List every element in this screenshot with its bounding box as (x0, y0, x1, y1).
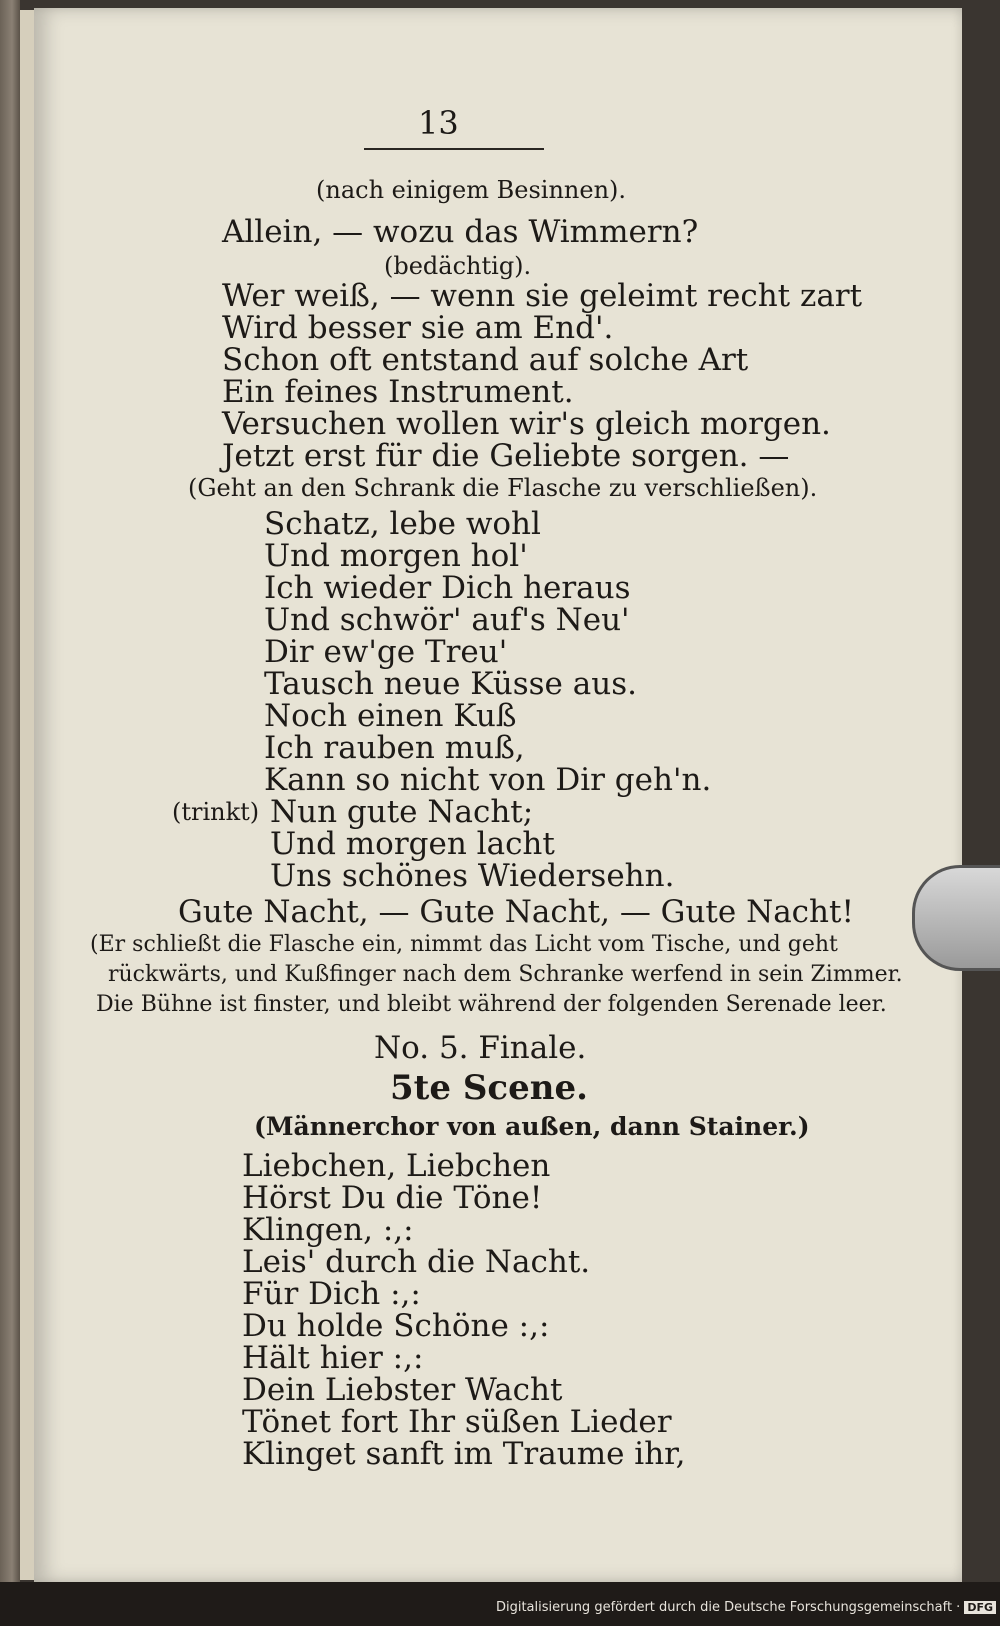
verse-line: Ein feines Instrument. (222, 374, 574, 410)
verse-line: Ich rauben muß, (264, 730, 525, 766)
book-spine (0, 0, 20, 1626)
verse-line: Du holde Schöne :,: (242, 1308, 550, 1344)
verse-line: Und morgen lacht (270, 826, 555, 862)
verse-line: Liebchen, Liebchen (242, 1148, 551, 1184)
stage-direction: (Geht an den Schrank die Flasche zu verschließen). (188, 474, 818, 502)
verse-line: Noch einen Kuß (264, 698, 517, 734)
dfg-logo: DFG (964, 1601, 996, 1614)
verse-line: Tönet fort Ihr süßen Lieder (242, 1404, 672, 1440)
verse-line: Uns schönes Wiedersehn. (270, 858, 675, 894)
verse-line: Wird besser sie am End'. (222, 310, 614, 346)
verse-line: Dir ew'ge Treu' (264, 634, 508, 670)
page-tab-marker (912, 865, 1000, 971)
verse-line: Kann so nicht von Dir geh'n. (264, 762, 712, 798)
page-number: 13 (418, 104, 459, 142)
stage-direction: (nach einigem Besinnen). (316, 176, 627, 204)
verse-line: Und schwör' auf's Neu' (264, 602, 630, 638)
facing-page-edge (20, 10, 35, 1580)
credit-text: Digitalisierung gefördert durch die Deutsche Forschungsgemeinschaft · (495, 1600, 961, 1615)
verse-line: Leis' durch die Nacht. (242, 1244, 591, 1280)
verse-line: Wer weiß, — wenn sie geleimt recht zart (222, 278, 863, 314)
stage-direction: Die Bühne ist finster, und bleibt während der folgenden Serenade leer. (96, 992, 887, 1017)
digitization-credit (496, 1600, 996, 1615)
verse-line: Für Dich :,: (242, 1276, 421, 1312)
verse-line: Allein, — wozu das Wimmern? (222, 214, 699, 250)
stage-direction: (Männerchor von außen, dann Stainer.) (254, 1112, 810, 1141)
section-heading: No. 5. Finale. (374, 1030, 587, 1066)
verse-line: Tausch neue Küsse aus. (264, 666, 637, 702)
book-page (34, 8, 962, 1582)
verse-line: Dein Liebster Wacht (242, 1372, 563, 1408)
verse-line: Hörst Du die Töne! (242, 1180, 543, 1216)
verse-line: Ich wieder Dich heraus (264, 570, 631, 606)
verse-line: Gute Nacht, — Gute Nacht, — Gute Nacht! (178, 894, 854, 930)
verse-line: Schon oft entstand auf solche Art (222, 342, 749, 378)
stage-direction: rückwärts, und Kußfinger nach dem Schranke werfend in sein Zimmer. (108, 962, 903, 987)
verse-line: Schatz, lebe wohl (264, 506, 541, 542)
stage-direction: (Er schließt die Flasche ein, nimmt das Licht vom Tische, und geht (90, 932, 838, 957)
verse-line: Klingen, :,: (242, 1212, 414, 1248)
stage-direction: (trinkt) (172, 798, 260, 826)
verse-line: Nun gute Nacht; (270, 794, 534, 830)
verse-line: Jetzt erst für die Geliebte sorgen. — (222, 438, 790, 474)
verse-line: Und morgen hol' (264, 538, 528, 574)
stage-direction: (bedächtig). (384, 252, 532, 280)
verse-line: Klinget sanft im Traume ihr, (242, 1436, 686, 1472)
scene-heading: 5te Scene. (390, 1068, 588, 1108)
header-rule (364, 148, 544, 150)
verse-line: Hält hier :,: (242, 1340, 424, 1376)
verse-line: Versuchen wollen wir's gleich morgen. (222, 406, 831, 442)
